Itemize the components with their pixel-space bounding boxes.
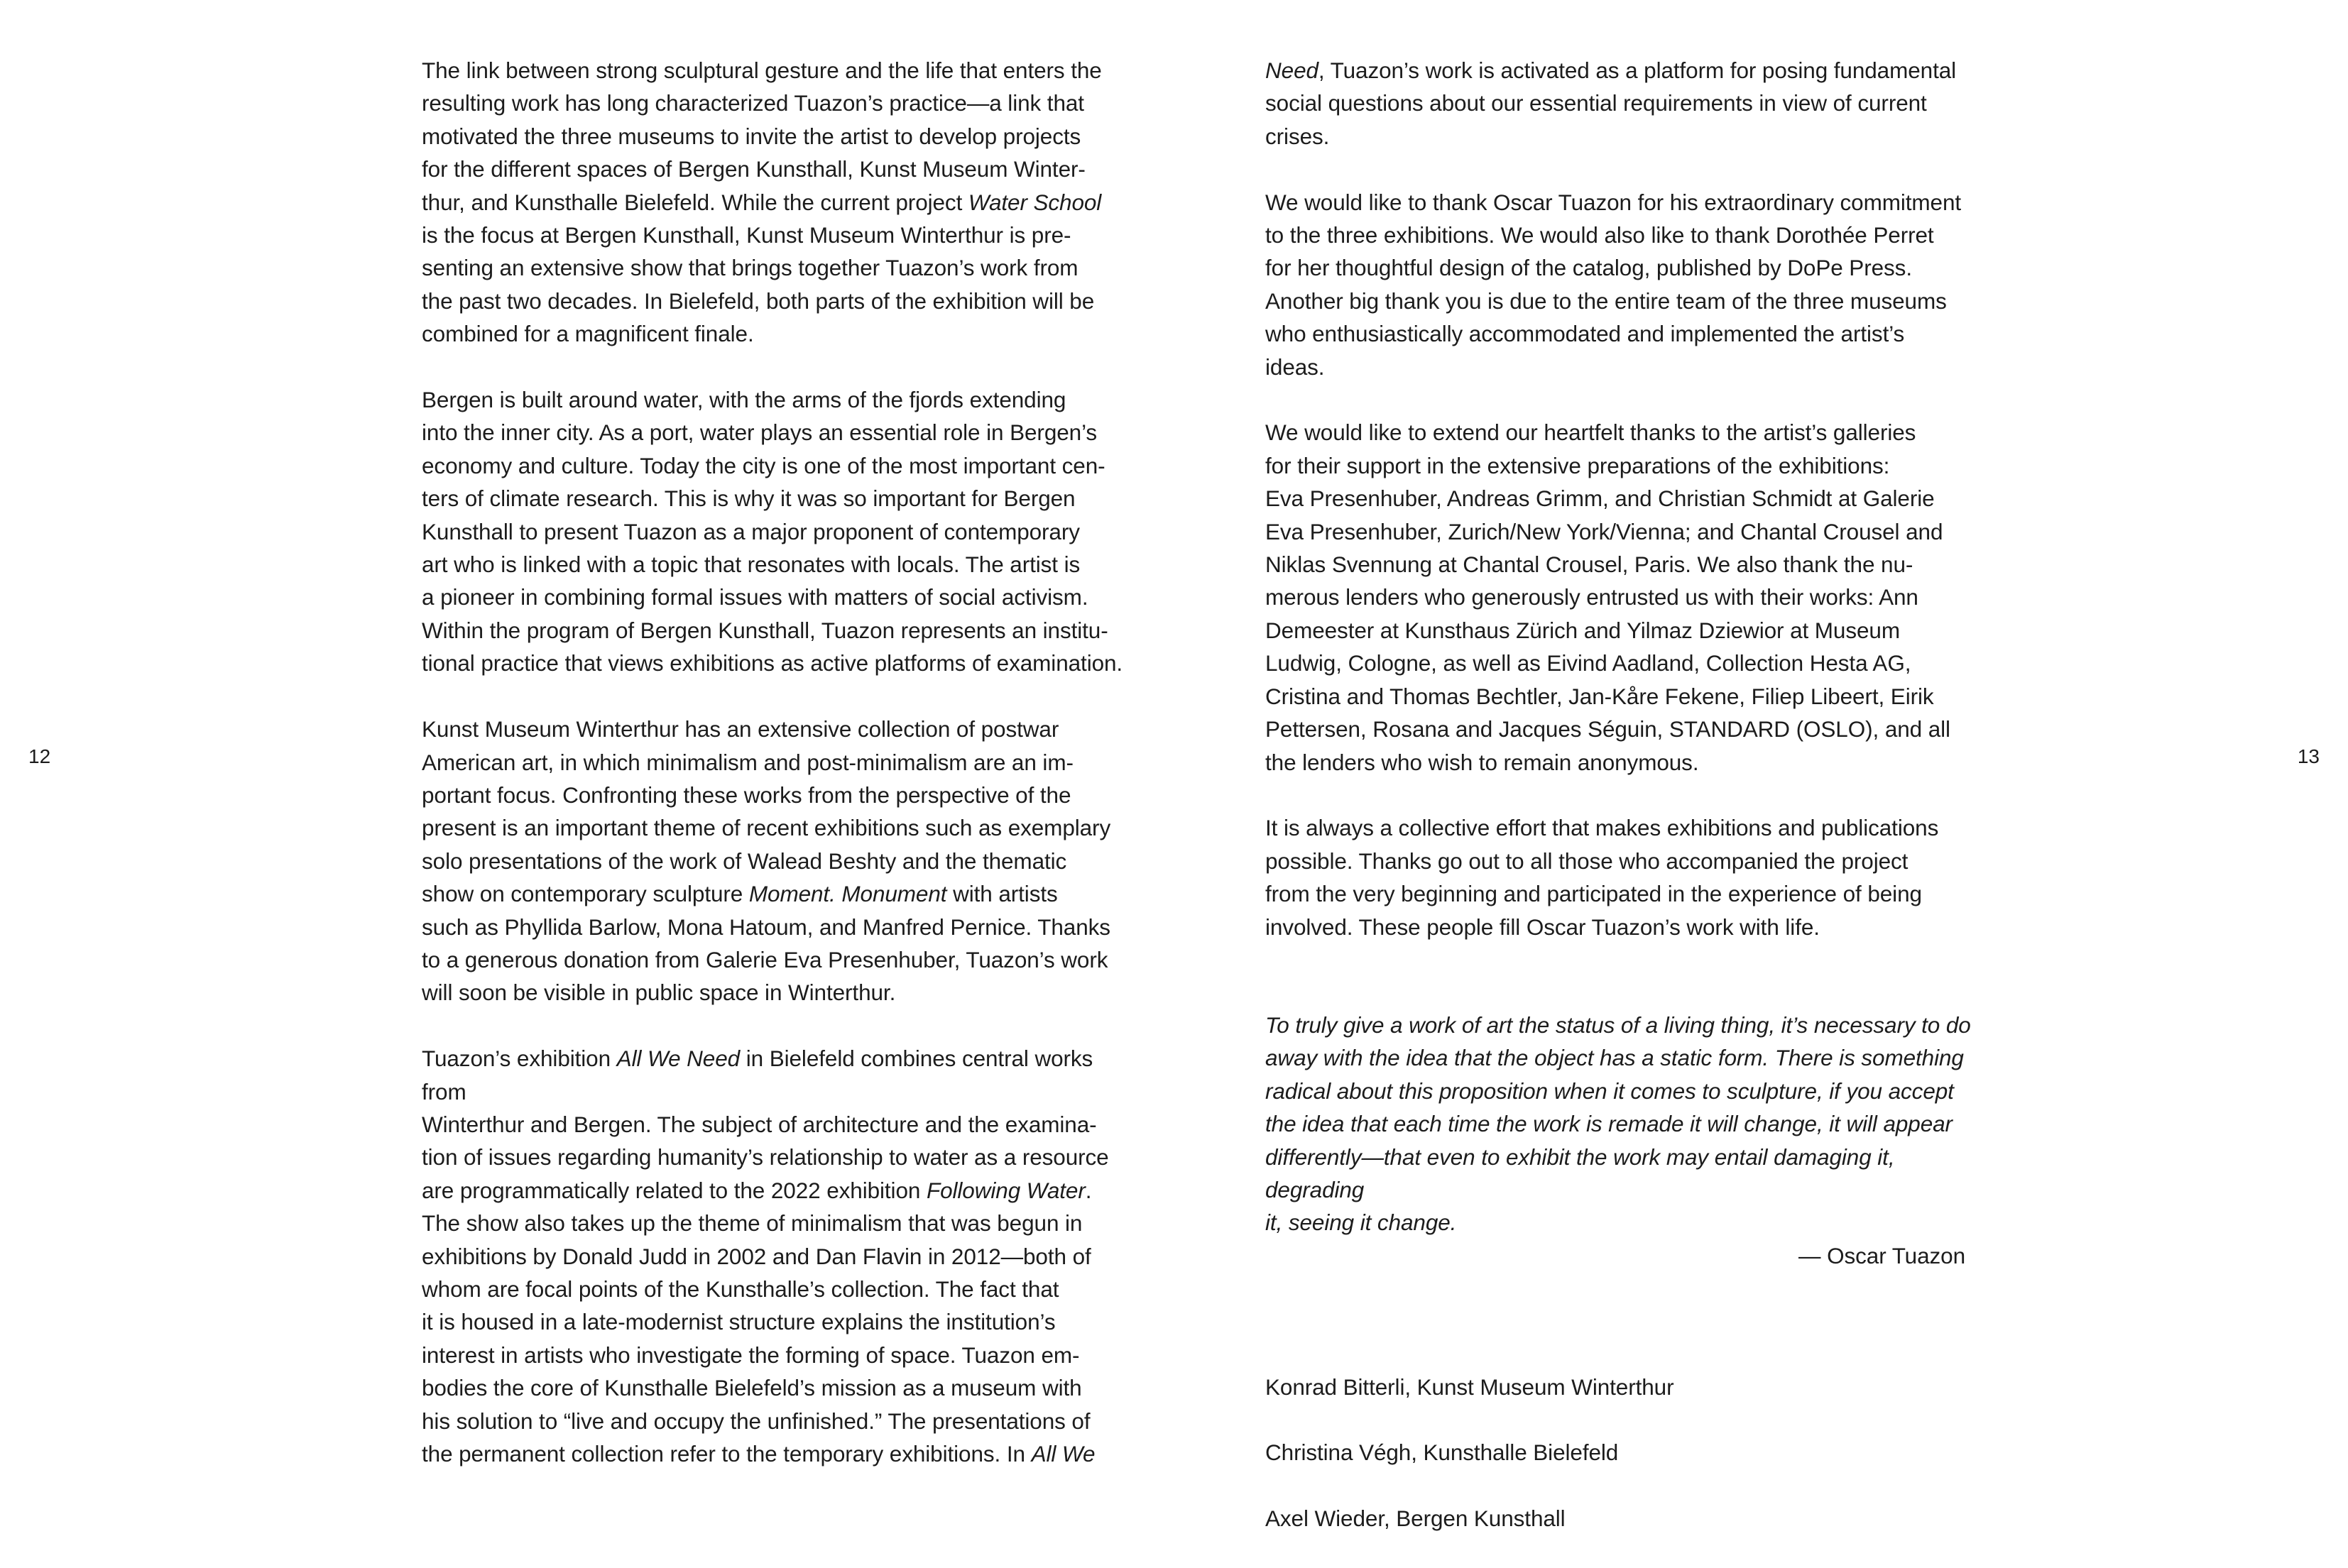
- paragraph-winterthur: Kunst Museum Winterthur has an extensive collection of postwar American art, in which minimalism and post-minimalism are an im- portant focus. Confronting these works from the perspective of the present is an important theme of recent exhibitions such as exemplary solo presentations of the work of Walead Beshty and the thematic show on contemporary sculpture Moment. Monument with artists such as Phyllida Barlow, Mona Hatoum, and Manfred Pernice. Thanks to a generous donation from Galerie Eva Presenhuber, Tuazon’s work will soon be visible in public space in Winterthur.: [422, 716, 1111, 1006]
- paragraph-continuation: Need, Tuazon’s work is activated as a platform for posing fundamental social questions about our essential requirements in view of current crises.: [1265, 57, 1957, 149]
- title-all-we-fragment: All We: [1031, 1441, 1096, 1467]
- title-need-fragment: Need: [1265, 57, 1318, 83]
- title-water-school: Water School: [968, 189, 1102, 215]
- title-all-we-need: All We Need: [616, 1046, 741, 1072]
- signature-line: Christina Végh, Kunsthalle Bielefeld: [1265, 1440, 1619, 1466]
- quote-author: — Oscar Tuazon: [1798, 1242, 1965, 1268]
- page-number-left: 12: [28, 745, 51, 767]
- artist-quote: To truly give a work of art the status of a living thing, it’s necessary to do away with the idea that the object has a static form. There is something radical about this proposition when it comes to sculpture, if you accept the idea that each time the work is remade it will change, it will appear differently—that even to exhibit the work may entail damaging it, degrading it, seeing it change.: [1265, 1011, 1971, 1236]
- left-text-column: [422, 54, 1132, 1470]
- signature-line: Konrad Bitterli, Kunst Museum Winterthur: [1265, 1374, 1674, 1400]
- signature-line: Axel Wieder, Bergen Kunsthall: [1265, 1506, 1566, 1532]
- paragraph-thanks-artist: We would like to thank Oscar Tuazon for his extraordinary commitment to the three exhibitions. We would also like to thank Dorothée Perret for her thoughtful design of the catalog, published by DoPe Press. Another big thank you is due to the entire team of the three museums who enthusiastically accommodated and implemented the artist’s ideas.: [1265, 189, 1962, 380]
- paragraph-thanks-galleries: We would like to extend our heartfelt thanks to the artist’s galleries for their support in the extensive preparations of the exhibitions: Eva Presenhuber, Andreas Grimm, and Christian Schmidt at Galerie Eva Presenhuber, Zurich/New York/Vienna; and Chantal Crousel and Niklas Svennung at Chantal Crousel, Paris. We also thank the nu- merous lenders who generously entrusted us with their works: Ann Demeester at Kunsthaus Zürich and Yilmaz Dziewior at Museum Ludwig, Cologne, as well as Eivind Aadland, Collection Hesta AG, Cristina and Thomas Bechtler, Jan-Kåre Fekene, Filiep Libeert, Eirik Pettersen, Rosana and Jacques Séguin, STANDARD (OSLO), and all the lenders who wish to remain anonymous.: [1265, 420, 1950, 775]
- paragraph-intro: The link between strong sculptural gesture and the life that enters the resulting work has long characterized Tuazon’s practice—a link that motivated the three museums to invite the artist to develop projects for the different spaces of Bergen Kunsthall, Kunst Museum Winter- thur, and Kunsthalle Bielefeld. While the current project Water School is the focus at Bergen Kunsthall, Kunst Museum Winterthur is pre- senting an extensive show that brings together Tuazon’s work from the past two decades. In Bielefeld, both parts of the exhibition will be combined for a magnificent finale.: [422, 57, 1102, 347]
- paragraph-collective-effort: It is always a collective effort that makes exhibitions and publications possible. Thanks go out to all those who accompanied the project from the very beginning and participated in the experience of being involved. These people fill Oscar Tuazon’s work with life.: [1265, 815, 1939, 940]
- paragraph-bielefeld: Tuazon’s exhibition All We Need in Bielefeld combines central works from Winterthur and Bergen. The subject of architecture and the examina- tion of issues regarding humanity’s relationship to water as a resource are programmatically related to the 2022 exhibition Following Water. The show also takes up the theme of minimalism that was begun in exhibitions by Donald Judd in 2002 and Dan Flavin in 2012—both of whom are focal points of the Kunsthalle’s collection. The fact that it is housed in a late-modernist structure explains the institution’s interest in artists who investigate the forming of space. Tuazon em- bodies the core of Kunsthalle Bielefeld’s mission as a museum with his solution to “live and occupy the unfinished.” The presentations of the permanent collection refer to the temporary exhibitions. In All We: [422, 1046, 1109, 1467]
- page-number-right: 13: [2297, 745, 2320, 767]
- signatures: [1265, 1337, 1975, 1568]
- paragraph-bergen: Bergen is built around water, with the arms of the fjords extending into the inner city. As a port, water plays an essential role in Bergen’s economy and culture. Today the city is one of the most important cen- ters of climate research. This is why it was so important for Bergen Kunsthall to present Tuazon as a major proponent of contemporary art who is linked with a topic that resonates with locals. The artist is a pioneer in combining formal issues with matters of social activism. Within the program of Bergen Kunsthall, Tuazon represents an institu- tional practice that views exhibitions as active platforms of examination.: [422, 387, 1123, 676]
- right-text-column: [1265, 54, 1975, 1568]
- title-following-water: Following Water: [926, 1177, 1086, 1203]
- title-moment-monument: Moment. Monument: [748, 881, 947, 907]
